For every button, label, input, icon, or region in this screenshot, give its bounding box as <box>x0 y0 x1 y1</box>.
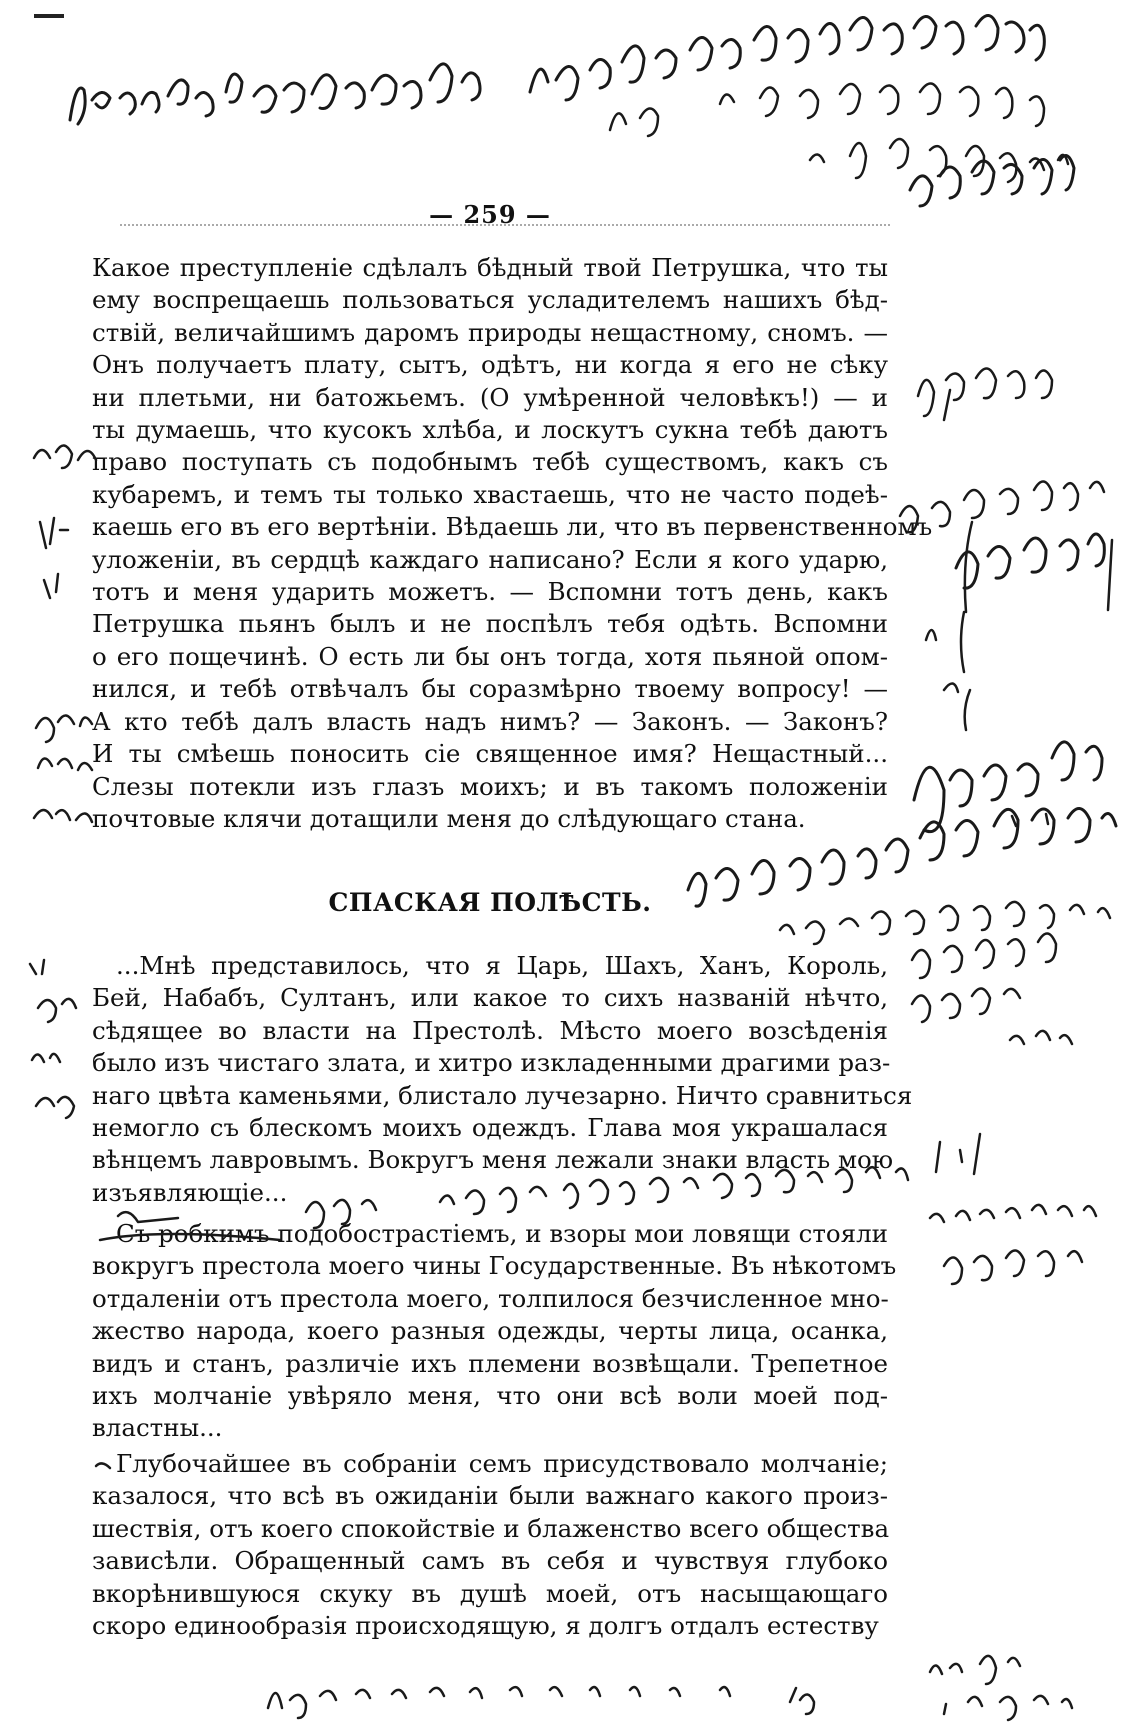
section-heading: СПАСКАЯ ПОЛѢСТЬ. <box>328 888 652 917</box>
text-line: изъявляющіе... <box>92 1177 288 1207</box>
text-line: ихъ молчаніе увѣряло меня, что они всѣ воли моей под- <box>92 1381 888 1411</box>
text-line: нился, и тебѣ отвѣчалъ бы соразмѣрно твоему вопросу! — <box>92 674 888 704</box>
page-number: — 259 — <box>429 200 551 229</box>
text-line: о его пощечинѣ. О есть ли бы онъ тогда, хотя пьяной опом- <box>92 641 888 671</box>
text-line: Съ робкимъ подобострастіемъ, и взоры мои ловящи стояли <box>116 1219 888 1248</box>
text-line: было изъ чистаго злата, и хитро изкладенными драгими раз- <box>92 1048 891 1078</box>
text-line: наго цвѣта каменьями, блистало лучезарно. Ничто сравниться <box>92 1080 913 1110</box>
text-line: Глубочайшее въ собраніи семъ присудствовало молчаніе; <box>116 1449 888 1478</box>
text-line: вкорѣнившуюся скуку въ душѣ моей, отъ насыщающаго <box>92 1578 888 1608</box>
text-line: Слезы потекли изъ глазъ моихъ; и въ такомъ положеніи <box>92 771 888 801</box>
text-line: уложеніи, въ сердцѣ каждаго написано? Если я кого ударю, <box>92 544 888 574</box>
text-line: Петрушка пьянъ былъ и не поспѣлъ тебя одѣть. Вспомни <box>92 609 888 639</box>
text-line: отдаленіи отъ престола моего, толпилося безчисленное мно- <box>92 1283 889 1313</box>
text-line: скоро единообразія происходящую, я долгъ отдалъ естеству <box>92 1611 879 1641</box>
text-line: вокругъ престола моего чины Государственные. Въ нѣкотомъ <box>92 1251 897 1281</box>
text-line: жество народа, коего разныя одежды, черты лица, осанка, <box>92 1316 888 1346</box>
text-line: почтовые клячи дотащили меня до слѣдующаго стана. <box>92 803 806 833</box>
text-line: Онъ получаетъ плату, сытъ, одѣтъ, ни когда я его не сѣку <box>92 350 888 380</box>
text-line: шествія, отъ коего спокойствіе и блаженство всего общества <box>92 1513 890 1543</box>
text-line: властны... <box>92 1413 223 1443</box>
text-line: Какое преступленіе сдѣлалъ бѣдный твой Петрушка, что ты <box>92 253 888 282</box>
text-line: казалося, что всѣ въ ожиданіи были важнаго какого произ- <box>92 1481 888 1511</box>
text-line: немогло съ блескомъ моихъ одеждъ. Глава моя украшалася <box>92 1113 888 1143</box>
text-line: тотъ и меня ударить можетъ. — Вспомни тотъ день, какъ <box>92 577 888 607</box>
text-line: ему воспрещаешь пользоваться усладителемъ нашихъ бѣд- <box>92 285 888 315</box>
text-line: кубаремъ, и темъ ты только хвастаешь, что не часто подеѣ- <box>92 479 888 509</box>
text-line: сѣдящее во власти на Престолѣ. Мѣсто моего возсѣденія <box>92 1015 888 1045</box>
text-line: каешь его въ его вертѣніи. Вѣдаешь ли, что въ первенственномъ <box>92 512 933 542</box>
text-line: И ты смѣешь поносить сіе священное имя? Нещастный... <box>92 739 888 769</box>
text-line: вѣнцемъ лавровымъ. Вокругъ меня лежали знаки власть мою <box>92 1145 894 1175</box>
text-line: зависѣли. Обращенный самъ въ себя и чувствуя глубоко <box>92 1546 888 1576</box>
text-line: ...Мнѣ представилось, что я Царь, Шахъ, Ханъ, Король, <box>116 951 888 980</box>
text-line: видъ и станъ, различіе ихъ племени возвѣщали. Трепетное <box>92 1348 888 1378</box>
text-line: Бей, Набабъ, Султанъ, или какое то сихъ названій нѣчто, <box>92 983 888 1013</box>
text-line: ствій, величайшимъ даромъ природы нещастному, сномъ. — <box>92 317 888 347</box>
text-line: ты думаешь, что кусокъ хлѣба, и лоскутъ сукна тебѣ даютъ <box>92 415 888 445</box>
text-line: право поступать съ подобнымъ тебѣ существомъ, какъ съ <box>92 447 888 477</box>
text-line: А кто тебѣ далъ власть надъ нимъ? — Законъ. — Законъ? <box>92 706 888 736</box>
text-line: ни плетьми, ни батожьемъ. (О умѣренной человѣкъ!) — и <box>92 382 888 412</box>
